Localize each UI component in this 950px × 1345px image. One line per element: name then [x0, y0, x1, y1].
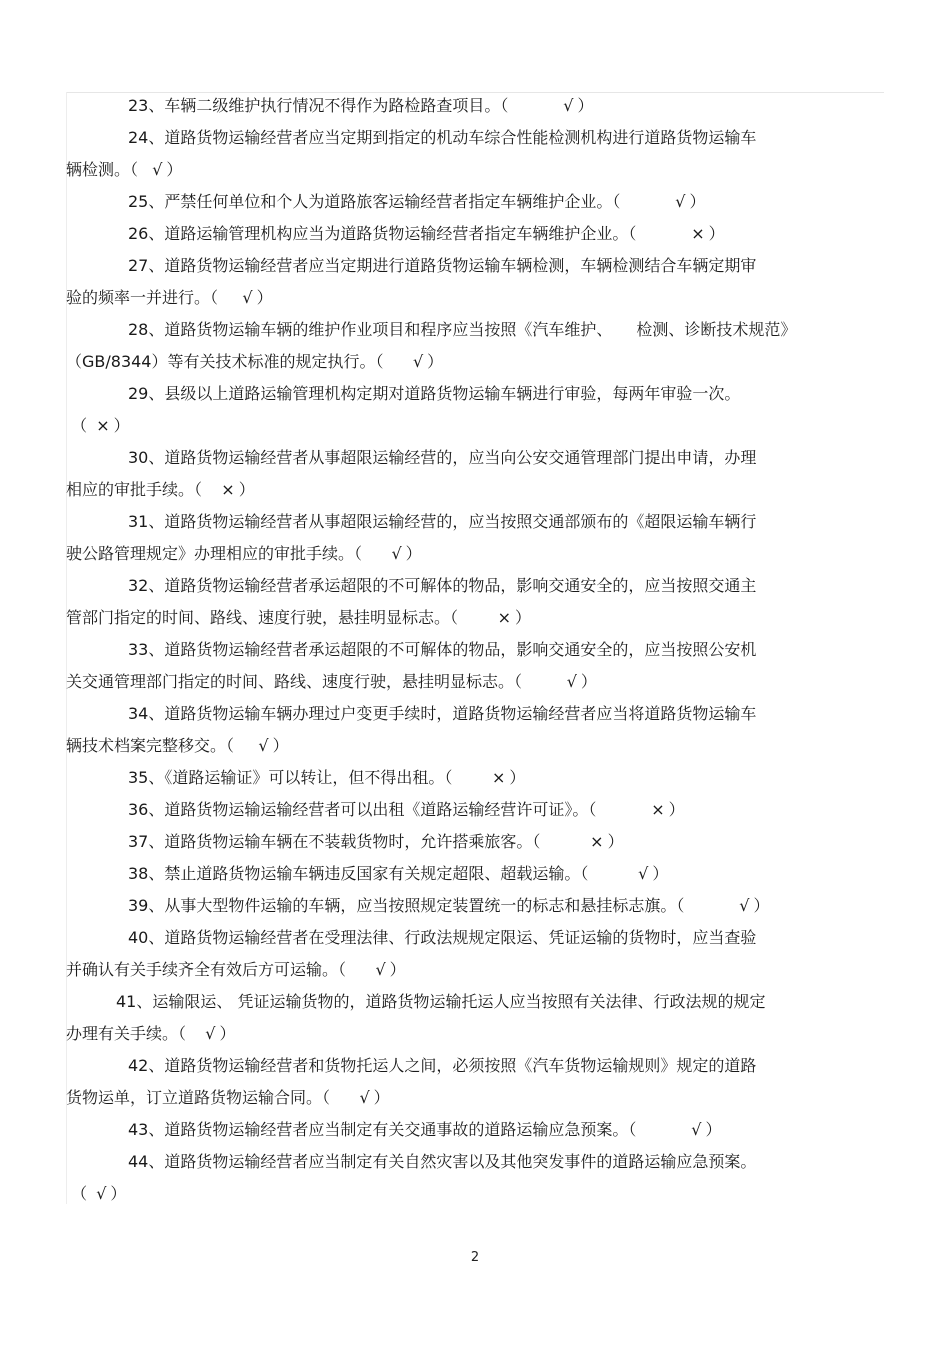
question-text: 、道路货物运输经营者从事超限运输经营的，应当按照交通部颁布的《超限运输车辆行: [148, 512, 757, 531]
question-line-1: [66, 442, 856, 474]
question-line-1: [66, 314, 856, 346]
check-mark-icon: √: [566, 672, 577, 691]
cross-mark-icon: ×: [691, 224, 705, 243]
check-mark-icon: √: [412, 352, 424, 371]
cross-mark-icon: ×: [497, 608, 512, 627]
question-text: 、运输限运、 凭证运输货物的，道路货物运输托运人应当按照有关法律、行政法规的规定: [136, 992, 766, 1011]
question-number: 34: [128, 704, 149, 723]
question-line-2: [66, 1178, 856, 1210]
answer-gap: [346, 960, 371, 979]
check-mark-icon: √: [375, 960, 386, 979]
answer-gap: [636, 1120, 687, 1139]
question-text-continued: 关交通管理部门指定的时间、路线、速度行驶，悬挂明显标志。（: [66, 672, 523, 691]
answer-gap: [452, 768, 488, 787]
question-item: [66, 314, 856, 378]
question-text: 、道路货物运输经营者从事超限运输经营的，应当向公安交通管理部门提出申请，办理: [148, 448, 757, 467]
question-text: 、道路货物运输运输经营者可以出租《道路运输经营许可证》。（: [148, 800, 597, 819]
question-line-2: [66, 410, 856, 442]
answer-close-paren: ）: [652, 864, 669, 883]
answer-close-paren: ）: [515, 608, 532, 627]
answer-gap: [620, 192, 671, 211]
question-item: [66, 378, 856, 442]
question-text: 、道路货物运输经营者应当制定有关自然灾害以及其他突发事件的道路运输应急预案。: [148, 1152, 757, 1171]
question-text-continued: 并确认有关手续齐全有效后方可运输。（: [66, 960, 347, 979]
answer-gap: [362, 544, 387, 563]
question-item: [66, 122, 856, 186]
question-line-1: [66, 1050, 856, 1082]
question-number: 39: [128, 896, 149, 915]
question-line-1: [66, 90, 856, 122]
check-mark-icon: √: [242, 288, 253, 307]
question-line-1: [66, 122, 856, 154]
question-text: 、从事大型物件运输的车辆，应当按照规定装置统一的标志和悬挂标志旗。（: [148, 896, 685, 915]
question-number: 33: [128, 640, 149, 659]
answer-close-paren: ）: [668, 800, 685, 819]
question-line-1: [66, 890, 856, 922]
question-line-2: [66, 666, 856, 698]
question-number: 26: [128, 224, 149, 243]
question-text-continued: （: [66, 1184, 88, 1203]
question-line-2: [66, 346, 856, 378]
answer-gap: [636, 224, 687, 243]
question-number: 43: [128, 1120, 149, 1139]
question-line-2: [66, 730, 856, 762]
answer-close-paren: ）: [427, 352, 444, 371]
question-line-1: [66, 250, 856, 282]
question-text-continued: （: [66, 416, 88, 435]
question-text: 、《道路运输证》可以转让，但不得出租。（: [148, 768, 453, 787]
answer-gap: [87, 416, 92, 435]
question-number: 25: [128, 192, 149, 211]
question-number: 37: [128, 832, 149, 851]
question-line-2: [66, 1082, 856, 1114]
answer-gap: [684, 896, 735, 915]
question-line-2: [66, 602, 856, 634]
question-text: 、道路货物运输经营者应当制定有关交通事故的道路运输应急预案。（: [148, 1120, 637, 1139]
answer-gap: [458, 608, 494, 627]
answer-close-paren: ）: [607, 832, 624, 851]
question-item: [66, 634, 856, 698]
check-mark-icon: √: [563, 96, 574, 115]
check-mark-icon: √: [739, 896, 750, 915]
question-line-1: [66, 218, 856, 250]
question-text: 、道路运输管理机构应当为道路货物运输经营者指定车辆维护企业。（: [148, 224, 637, 243]
question-text-continued: 管部门指定的时间、路线、速度行驶，悬挂明显标志。（: [66, 608, 459, 627]
question-item: [66, 986, 856, 1050]
question-text: 、道路货物运输经营者应当定期到指定的机动车综合性能检测机构进行道路货物运输车: [148, 128, 757, 147]
answer-gap: [186, 1024, 201, 1043]
answer-gap: [508, 96, 559, 115]
question-line-1: [66, 506, 856, 538]
question-number: 27: [128, 256, 149, 275]
question-line-1: [66, 1146, 856, 1178]
question-text-continued: 辆技术档案完整移交。（: [66, 736, 235, 755]
question-item: [66, 858, 856, 890]
question-line-2: [66, 1018, 856, 1050]
cross-mark-icon: ×: [221, 480, 235, 499]
question-line-1: [66, 570, 856, 602]
answer-close-paren: ）: [753, 896, 770, 915]
question-line-1: [66, 1114, 856, 1146]
page-number: 2: [470, 1250, 480, 1265]
question-text: 、车辆二级维护执行情况不得作为路检路查项目。（: [148, 96, 509, 115]
check-mark-icon: √: [691, 1120, 702, 1139]
question-text: 、县级以上道路运输管理机构定期对道路货物运输车辆进行审验，每两年审验一次。: [148, 384, 741, 403]
question-item: [66, 506, 856, 570]
question-text: 、禁止道路货物运输车辆违反国家有关规定超限、超载运输。（: [148, 864, 589, 883]
check-mark-icon: √: [359, 1088, 370, 1107]
question-number: 31: [128, 512, 149, 531]
answer-gap: [138, 160, 148, 179]
answer-close-paren: ）: [689, 192, 706, 211]
question-line-2: [66, 282, 856, 314]
answer-gap: [330, 1088, 355, 1107]
answer-close-paren: ）: [110, 1184, 127, 1203]
cross-mark-icon: ×: [96, 416, 110, 435]
question-line-2: [66, 154, 856, 186]
question-line-1: [66, 634, 856, 666]
answer-close-paren: ）: [389, 960, 406, 979]
check-mark-icon: √: [258, 736, 269, 755]
answer-gap: [540, 832, 586, 851]
check-mark-icon: √: [675, 192, 686, 211]
question-line-1: [66, 922, 856, 954]
question-number: 23: [128, 96, 149, 115]
question-line-1: [66, 698, 856, 730]
question-item: [66, 1146, 856, 1210]
question-text-continued: 相应的审批手续。（: [66, 480, 203, 499]
question-text: 、道路货物运输经营者在受理法律、行政法规规定限运、凭证运输的货物时，应当查验: [148, 928, 757, 947]
question-item: [66, 890, 856, 922]
question-text-continued: 驶公路管理规定》办理相应的审批手续。（: [66, 544, 363, 563]
check-mark-icon: √: [96, 1184, 107, 1203]
question-line-1: [66, 186, 856, 218]
question-text: 、道路货物运输经营者承运超限的不可解体的物品，影响交通安全的，应当按照公安机: [148, 640, 757, 659]
question-number: 41: [116, 992, 137, 1011]
question-item: [66, 698, 856, 762]
answer-gap: [384, 352, 409, 371]
question-number: 38: [128, 864, 149, 883]
cross-mark-icon: ×: [651, 800, 665, 819]
answer-close-paren: ）: [166, 160, 183, 179]
answer-gap: [218, 288, 238, 307]
question-item: [66, 794, 856, 826]
check-mark-icon: √: [391, 544, 402, 563]
question-text-continued: 货物运单，订立道路货物运输合同。（: [66, 1088, 331, 1107]
answer-close-paren: ）: [256, 288, 273, 307]
check-mark-icon: √: [152, 160, 163, 179]
question-number: 44: [128, 1152, 149, 1171]
question-item: [66, 570, 856, 634]
question-item: [66, 922, 856, 986]
question-number: 32: [128, 576, 149, 595]
answer-close-paren: ）: [373, 1088, 390, 1107]
question-text: 、严禁任何单位和个人为道路旅客运输经营者指定车辆维护企业。（: [148, 192, 621, 211]
answer-close-paren: ）: [238, 480, 255, 499]
check-mark-icon: √: [205, 1024, 216, 1043]
cross-mark-icon: ×: [590, 832, 604, 851]
answer-close-paren: ）: [580, 672, 597, 691]
question-item: [66, 826, 856, 858]
question-text-continued: 办理有关手续。（: [66, 1024, 187, 1043]
question-line-1: [66, 826, 856, 858]
answer-close-paren: ）: [219, 1024, 236, 1043]
answer-close-paren: ）: [113, 416, 130, 435]
question-text: 、道路货物运输车辆在不装载货物时，允许搭乘旅客。（: [148, 832, 541, 851]
question-item: [66, 90, 856, 122]
question-line-2: [66, 538, 856, 570]
question-number: 36: [128, 800, 149, 819]
question-item: [66, 218, 856, 250]
cross-mark-icon: ×: [491, 768, 506, 787]
question-item: [66, 442, 856, 506]
question-item: [66, 1114, 856, 1146]
question-line-1: [66, 378, 856, 410]
answer-close-paren: ）: [509, 768, 526, 787]
question-text: 、道路货物运输车辆办理过户变更手续时，道路货物运输经营者应当将道路货物运输车: [148, 704, 757, 723]
question-text: 、道路货物运输经营者和货物托运人之间，必须按照《汽车货物运输规则》规定的道路: [148, 1056, 757, 1075]
question-item: [66, 1050, 856, 1114]
question-number: 35: [128, 768, 149, 787]
question-number: 24: [128, 128, 149, 147]
question-list: [66, 90, 856, 1210]
answer-gap: [234, 736, 254, 755]
answer-close-paren: ）: [272, 736, 289, 755]
answer-gap: [596, 800, 647, 819]
answer-close-paren: ）: [708, 224, 725, 243]
question-number: 42: [128, 1056, 149, 1075]
question-number: 29: [128, 384, 149, 403]
answer-gap: [87, 1184, 92, 1203]
question-line-2: [66, 954, 856, 986]
check-mark-icon: √: [638, 864, 649, 883]
question-text: 、道路货物运输经营者承运超限的不可解体的物品，影响交通安全的，应当按照交通主: [148, 576, 757, 595]
question-line-1: [66, 794, 856, 826]
question-number: 40: [128, 928, 149, 947]
question-item: [66, 186, 856, 218]
answer-close-paren: ）: [577, 96, 594, 115]
answer-close-paren: ）: [405, 544, 422, 563]
question-item: [66, 762, 856, 794]
question-line-1: [66, 986, 856, 1018]
question-line-1: [66, 858, 856, 890]
question-text-continued: 验的频率一并进行。（: [66, 288, 219, 307]
question-number: 30: [128, 448, 149, 467]
question-text-continued: （GB/8344）等有关技术标准的规定执行。（: [66, 352, 384, 371]
answer-gap: [202, 480, 217, 499]
answer-gap: [522, 672, 563, 691]
answer-close-paren: ）: [705, 1120, 722, 1139]
question-line-1: [66, 762, 856, 794]
question-text: 、道路货物运输经营者应当定期进行道路货物运输车辆检测，车辆检测结合车辆定期审: [148, 256, 757, 275]
question-item: [66, 250, 856, 314]
question-line-2: [66, 474, 856, 506]
answer-gap: [588, 864, 634, 883]
question-text: 、道路货物运输车辆的维护作业项目和程序应当按照《汽车维护、 检测、诊断技术规范》: [148, 320, 797, 339]
question-text-continued: 辆检测。（: [66, 160, 139, 179]
question-number: 28: [128, 320, 149, 339]
